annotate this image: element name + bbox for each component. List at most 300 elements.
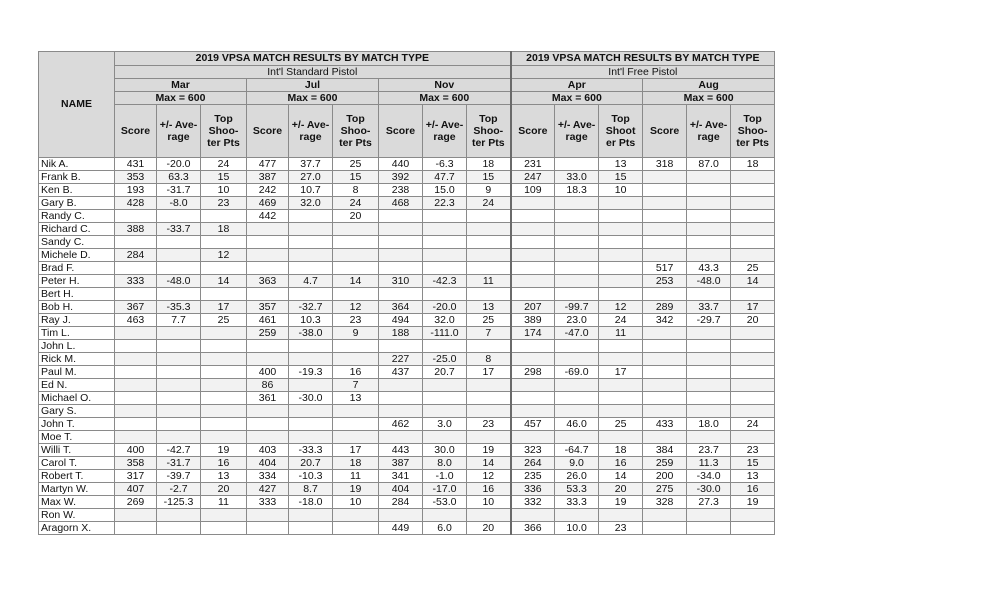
score-cell <box>643 210 687 223</box>
score-cell <box>643 197 687 210</box>
shooter-name-cell: Nik A. <box>39 158 115 171</box>
score-cell: 318 <box>643 158 687 171</box>
score-cell <box>511 236 555 249</box>
average-diff-cell: -39.7 <box>157 470 201 483</box>
average-diff-cell <box>423 379 467 392</box>
average-diff-cell <box>423 288 467 301</box>
average-diff-cell <box>157 210 201 223</box>
shooter-name-cell: Moe T. <box>39 431 115 444</box>
score-cell <box>247 288 289 301</box>
shooter-name-cell: Gary B. <box>39 197 115 210</box>
score-cell <box>643 509 687 522</box>
top-shooter-pts-cell <box>731 366 775 379</box>
score-cell <box>115 405 157 418</box>
average-diff-cell <box>157 262 201 275</box>
top-shooter-pts-cell <box>599 509 643 522</box>
average-diff-cell <box>687 366 731 379</box>
top-shooter-pts-cell: 17 <box>467 366 511 379</box>
average-diff-cell <box>157 288 201 301</box>
shooter-name-cell: Gary S. <box>39 405 115 418</box>
average-diff-cell: -2.7 <box>157 483 201 496</box>
average-diff-cell <box>423 262 467 275</box>
match-type-standard-pistol: Int'l Standard Pistol <box>115 66 511 79</box>
top-shooter-pts-cell: 14 <box>333 275 379 288</box>
score-column-header: Score <box>247 105 289 158</box>
shooter-name-cell: Ron W. <box>39 509 115 522</box>
month-header: Jul <box>247 79 379 92</box>
average-diff-cell <box>555 197 599 210</box>
score-cell: 341 <box>379 470 423 483</box>
average-diff-cell: 3.0 <box>423 418 467 431</box>
score-cell: 188 <box>379 327 423 340</box>
score-cell <box>511 379 555 392</box>
score-cell: 328 <box>643 496 687 509</box>
average-diff-cell: -47.0 <box>555 327 599 340</box>
table-row <box>39 522 775 535</box>
average-diff-cell <box>157 418 201 431</box>
top-shooter-pts-cell: 23 <box>599 522 643 535</box>
score-cell <box>379 379 423 392</box>
top-shooter-pts-cell <box>201 353 247 366</box>
score-cell <box>511 275 555 288</box>
table-row <box>39 249 775 262</box>
score-cell <box>379 249 423 262</box>
average-diff-cell: -99.7 <box>555 301 599 314</box>
average-diff-cell: -53.0 <box>423 496 467 509</box>
score-cell <box>511 249 555 262</box>
top-shooter-pts-cell: 25 <box>599 418 643 431</box>
average-diff-column-header: +/- Ave- rage <box>423 105 467 158</box>
top-shooter-pts-cell <box>201 418 247 431</box>
score-cell: 235 <box>511 470 555 483</box>
score-cell <box>511 405 555 418</box>
top-shooter-pts-cell: 17 <box>201 301 247 314</box>
table-row <box>39 197 775 210</box>
table-row <box>39 405 775 418</box>
average-diff-cell <box>555 275 599 288</box>
score-cell: 357 <box>247 301 289 314</box>
score-cell: 440 <box>379 158 423 171</box>
top-shooter-pts-cell: 25 <box>731 262 775 275</box>
score-cell <box>643 249 687 262</box>
average-diff-cell: 4.7 <box>289 275 333 288</box>
average-diff-cell: 47.7 <box>423 171 467 184</box>
score-cell <box>247 249 289 262</box>
average-diff-cell <box>289 353 333 366</box>
score-cell <box>247 418 289 431</box>
average-diff-cell: 6.0 <box>423 522 467 535</box>
top-shooter-pts-cell <box>467 431 511 444</box>
score-cell <box>379 340 423 353</box>
month-header: Mar <box>115 79 247 92</box>
score-cell: 247 <box>511 171 555 184</box>
score-cell: 517 <box>643 262 687 275</box>
average-diff-cell: -42.7 <box>157 444 201 457</box>
average-diff-cell: 18.0 <box>687 418 731 431</box>
score-cell: 231 <box>511 158 555 171</box>
top-shooter-pts-cell <box>333 431 379 444</box>
score-cell <box>247 223 289 236</box>
score-cell <box>115 353 157 366</box>
score-cell: 333 <box>247 496 289 509</box>
table-row <box>39 496 775 509</box>
average-diff-cell: 11.3 <box>687 457 731 470</box>
top-shooter-pts-cell <box>599 405 643 418</box>
table-row <box>39 470 775 483</box>
average-diff-column-header: +/- Ave- rage <box>687 105 731 158</box>
top-shooter-pts-cell <box>599 197 643 210</box>
top-shooter-pts-cell: 7 <box>467 327 511 340</box>
average-diff-cell <box>555 340 599 353</box>
top-shooter-pts-cell <box>467 249 511 262</box>
score-cell: 259 <box>643 457 687 470</box>
top-shooter-pts-column-header: Top Shoot er Pts <box>599 105 643 158</box>
score-cell <box>643 236 687 249</box>
top-shooter-pts-cell: 14 <box>731 275 775 288</box>
average-diff-cell: 15.0 <box>423 184 467 197</box>
top-shooter-pts-cell <box>467 288 511 301</box>
average-diff-cell <box>555 210 599 223</box>
average-diff-cell: -125.3 <box>157 496 201 509</box>
top-shooter-pts-cell <box>599 353 643 366</box>
score-cell: 174 <box>511 327 555 340</box>
top-shooter-pts-cell <box>731 184 775 197</box>
average-diff-cell: 33.3 <box>555 496 599 509</box>
average-diff-cell: -30.0 <box>289 392 333 405</box>
score-cell <box>247 236 289 249</box>
average-diff-cell: 53.3 <box>555 483 599 496</box>
average-diff-cell <box>157 509 201 522</box>
average-diff-cell <box>555 288 599 301</box>
average-diff-cell <box>157 236 201 249</box>
top-shooter-pts-cell: 18 <box>599 444 643 457</box>
top-shooter-pts-cell: 14 <box>201 275 247 288</box>
top-shooter-pts-cell: 13 <box>599 158 643 171</box>
top-shooter-pts-cell <box>731 405 775 418</box>
score-cell <box>247 431 289 444</box>
average-diff-cell: -64.7 <box>555 444 599 457</box>
shooter-name-cell: Richard C. <box>39 223 115 236</box>
average-diff-cell: 20.7 <box>289 457 333 470</box>
name-column-header: NAME <box>39 52 115 158</box>
top-shooter-pts-cell: 18 <box>467 158 511 171</box>
table-row <box>39 431 775 444</box>
table-row <box>39 327 775 340</box>
average-diff-cell <box>289 418 333 431</box>
top-shooter-pts-cell <box>333 418 379 431</box>
top-shooter-pts-cell: 16 <box>731 483 775 496</box>
shooter-name-cell: Robert T. <box>39 470 115 483</box>
table-row <box>39 171 775 184</box>
average-diff-cell <box>289 210 333 223</box>
score-cell <box>511 210 555 223</box>
score-cell: 469 <box>247 197 289 210</box>
month-header: Nov <box>379 79 511 92</box>
average-diff-cell <box>555 509 599 522</box>
average-diff-cell <box>687 431 731 444</box>
top-shooter-pts-cell: 18 <box>731 158 775 171</box>
top-shooter-pts-cell: 12 <box>599 301 643 314</box>
top-shooter-pts-cell: 14 <box>467 457 511 470</box>
average-diff-cell <box>687 249 731 262</box>
score-cell: 361 <box>247 392 289 405</box>
score-cell: 363 <box>247 275 289 288</box>
average-diff-cell <box>289 249 333 262</box>
top-shooter-pts-cell <box>731 353 775 366</box>
average-diff-cell <box>157 327 201 340</box>
top-shooter-pts-cell <box>599 210 643 223</box>
max-score-label: Max = 600 <box>511 92 643 105</box>
score-cell <box>379 236 423 249</box>
score-cell <box>643 431 687 444</box>
average-diff-cell: 20.7 <box>423 366 467 379</box>
top-shooter-pts-cell <box>731 522 775 535</box>
average-diff-cell: -8.0 <box>157 197 201 210</box>
average-diff-cell: 26.0 <box>555 470 599 483</box>
shooter-name-cell: Tim L. <box>39 327 115 340</box>
average-diff-cell: 23.7 <box>687 444 731 457</box>
shooter-name-cell: Peter H. <box>39 275 115 288</box>
table-row <box>39 340 775 353</box>
top-shooter-pts-cell: 9 <box>467 184 511 197</box>
score-cell <box>511 197 555 210</box>
average-diff-cell: -20.0 <box>157 158 201 171</box>
average-diff-cell <box>423 431 467 444</box>
shooter-name-cell: Aragorn X. <box>39 522 115 535</box>
score-cell: 284 <box>115 249 157 262</box>
score-cell: 387 <box>379 457 423 470</box>
average-diff-cell <box>687 340 731 353</box>
top-shooter-pts-cell <box>201 288 247 301</box>
average-diff-cell: -31.7 <box>157 184 201 197</box>
top-shooter-pts-cell: 18 <box>201 223 247 236</box>
score-cell: 428 <box>115 197 157 210</box>
table-row <box>39 223 775 236</box>
top-shooter-pts-cell: 17 <box>731 301 775 314</box>
score-cell <box>115 327 157 340</box>
score-cell: 207 <box>511 301 555 314</box>
average-diff-cell: -33.7 <box>157 223 201 236</box>
top-shooter-pts-cell <box>467 405 511 418</box>
average-diff-cell: -38.0 <box>289 327 333 340</box>
average-diff-cell: -1.0 <box>423 470 467 483</box>
average-diff-cell: -32.7 <box>289 301 333 314</box>
top-shooter-pts-cell <box>731 171 775 184</box>
score-cell <box>379 210 423 223</box>
score-cell: 477 <box>247 158 289 171</box>
top-shooter-pts-cell <box>467 210 511 223</box>
table-row <box>39 158 775 171</box>
score-cell <box>115 509 157 522</box>
top-shooter-pts-cell: 8 <box>333 184 379 197</box>
top-shooter-pts-cell: 12 <box>333 301 379 314</box>
top-shooter-pts-cell: 24 <box>731 418 775 431</box>
top-shooter-pts-cell: 15 <box>467 171 511 184</box>
top-shooter-pts-cell <box>467 379 511 392</box>
score-cell <box>643 379 687 392</box>
score-cell <box>643 288 687 301</box>
average-diff-cell <box>555 236 599 249</box>
score-cell: 358 <box>115 457 157 470</box>
score-cell <box>511 288 555 301</box>
average-diff-cell: -30.0 <box>687 483 731 496</box>
score-cell: 259 <box>247 327 289 340</box>
score-cell: 457 <box>511 418 555 431</box>
top-shooter-pts-cell <box>201 405 247 418</box>
average-diff-cell <box>289 262 333 275</box>
top-shooter-pts-cell: 13 <box>467 301 511 314</box>
top-shooter-pts-cell: 20 <box>201 483 247 496</box>
top-shooter-pts-cell: 15 <box>333 171 379 184</box>
table-row <box>39 353 775 366</box>
average-diff-cell <box>157 249 201 262</box>
average-diff-cell: -35.3 <box>157 301 201 314</box>
top-shooter-pts-cell <box>467 236 511 249</box>
top-shooter-pts-cell: 14 <box>599 470 643 483</box>
score-cell: 109 <box>511 184 555 197</box>
top-shooter-pts-cell: 13 <box>201 470 247 483</box>
average-diff-cell <box>687 509 731 522</box>
score-cell <box>511 392 555 405</box>
average-diff-cell <box>423 210 467 223</box>
top-shooter-pts-cell: 10 <box>599 184 643 197</box>
average-diff-cell: -69.0 <box>555 366 599 379</box>
average-diff-cell <box>555 379 599 392</box>
average-diff-cell <box>687 522 731 535</box>
table-row <box>39 366 775 379</box>
top-shooter-pts-cell <box>201 210 247 223</box>
top-shooter-pts-cell <box>599 275 643 288</box>
top-shooter-pts-cell <box>731 509 775 522</box>
top-shooter-pts-column-header: Top Shoo- ter Pts <box>467 105 511 158</box>
average-diff-cell: 8.0 <box>423 457 467 470</box>
top-shooter-pts-cell: 23 <box>333 314 379 327</box>
table-row <box>39 509 775 522</box>
average-diff-cell <box>555 249 599 262</box>
average-diff-cell: -20.0 <box>423 301 467 314</box>
max-score-label: Max = 600 <box>379 92 511 105</box>
score-cell <box>115 288 157 301</box>
shooter-name-cell: Paul M. <box>39 366 115 379</box>
average-diff-column-header: +/- Ave- rage <box>555 105 599 158</box>
top-shooter-pts-cell: 25 <box>467 314 511 327</box>
average-diff-cell: -6.3 <box>423 158 467 171</box>
average-diff-cell <box>687 405 731 418</box>
top-shooter-pts-cell <box>467 262 511 275</box>
average-diff-cell <box>157 431 201 444</box>
score-cell <box>115 210 157 223</box>
score-cell <box>115 522 157 535</box>
average-diff-cell <box>687 171 731 184</box>
score-cell <box>511 353 555 366</box>
average-diff-cell <box>289 509 333 522</box>
score-cell <box>379 392 423 405</box>
top-shooter-pts-cell: 19 <box>467 444 511 457</box>
top-shooter-pts-cell: 20 <box>333 210 379 223</box>
average-diff-cell: -33.3 <box>289 444 333 457</box>
average-diff-cell: 27.3 <box>687 496 731 509</box>
score-cell <box>379 509 423 522</box>
score-cell: 333 <box>115 275 157 288</box>
table-row <box>39 301 775 314</box>
score-cell: 275 <box>643 483 687 496</box>
top-shooter-pts-cell <box>599 249 643 262</box>
score-cell <box>511 431 555 444</box>
average-diff-cell <box>555 405 599 418</box>
match-results-table <box>38 51 775 535</box>
top-shooter-pts-cell: 23 <box>731 444 775 457</box>
average-diff-cell <box>687 236 731 249</box>
score-cell: 269 <box>115 496 157 509</box>
top-shooter-pts-cell: 10 <box>333 496 379 509</box>
average-diff-cell <box>555 223 599 236</box>
top-shooter-pts-cell: 12 <box>467 470 511 483</box>
top-shooter-pts-cell <box>201 327 247 340</box>
top-shooter-pts-cell <box>731 288 775 301</box>
top-shooter-pts-cell: 18 <box>333 457 379 470</box>
top-shooter-pts-cell <box>333 522 379 535</box>
average-diff-cell <box>555 158 599 171</box>
average-diff-cell <box>555 262 599 275</box>
average-diff-cell: -18.0 <box>289 496 333 509</box>
top-shooter-pts-cell: 16 <box>467 483 511 496</box>
top-shooter-pts-cell <box>333 288 379 301</box>
top-shooter-pts-cell <box>599 379 643 392</box>
column-header-row <box>39 105 775 158</box>
average-diff-cell: 27.0 <box>289 171 333 184</box>
shooter-name-cell: Ken B. <box>39 184 115 197</box>
top-shooter-pts-cell <box>333 340 379 353</box>
top-shooter-pts-cell <box>201 379 247 392</box>
score-cell <box>379 262 423 275</box>
average-diff-cell <box>555 392 599 405</box>
table-row <box>39 379 775 392</box>
score-cell: 193 <box>115 184 157 197</box>
average-diff-cell <box>687 223 731 236</box>
score-cell <box>511 509 555 522</box>
average-diff-cell: 10.7 <box>289 184 333 197</box>
score-cell: 392 <box>379 171 423 184</box>
top-shooter-pts-cell <box>201 392 247 405</box>
top-shooter-pts-cell <box>333 353 379 366</box>
shooter-name-cell: Willi T. <box>39 444 115 457</box>
average-diff-cell: 9.0 <box>555 457 599 470</box>
score-cell: 400 <box>247 366 289 379</box>
top-shooter-pts-cell: 13 <box>731 470 775 483</box>
max-score-label: Max = 600 <box>247 92 379 105</box>
average-diff-cell <box>289 236 333 249</box>
top-shooter-pts-cell: 15 <box>201 171 247 184</box>
average-diff-cell: 22.3 <box>423 197 467 210</box>
score-cell: 407 <box>115 483 157 496</box>
top-shooter-pts-cell <box>201 340 247 353</box>
score-cell: 336 <box>511 483 555 496</box>
shooter-name-cell: Michele D. <box>39 249 115 262</box>
top-shooter-pts-cell <box>467 223 511 236</box>
top-shooter-pts-cell: 16 <box>599 457 643 470</box>
top-shooter-pts-cell: 11 <box>201 496 247 509</box>
average-diff-cell <box>157 353 201 366</box>
score-cell: 400 <box>115 444 157 457</box>
shooter-name-cell: Martyn W. <box>39 483 115 496</box>
top-shooter-pts-cell <box>201 262 247 275</box>
score-cell <box>643 353 687 366</box>
average-diff-cell <box>289 431 333 444</box>
score-cell: 342 <box>643 314 687 327</box>
top-shooter-pts-cell: 23 <box>201 197 247 210</box>
score-cell <box>247 340 289 353</box>
average-diff-cell <box>289 522 333 535</box>
